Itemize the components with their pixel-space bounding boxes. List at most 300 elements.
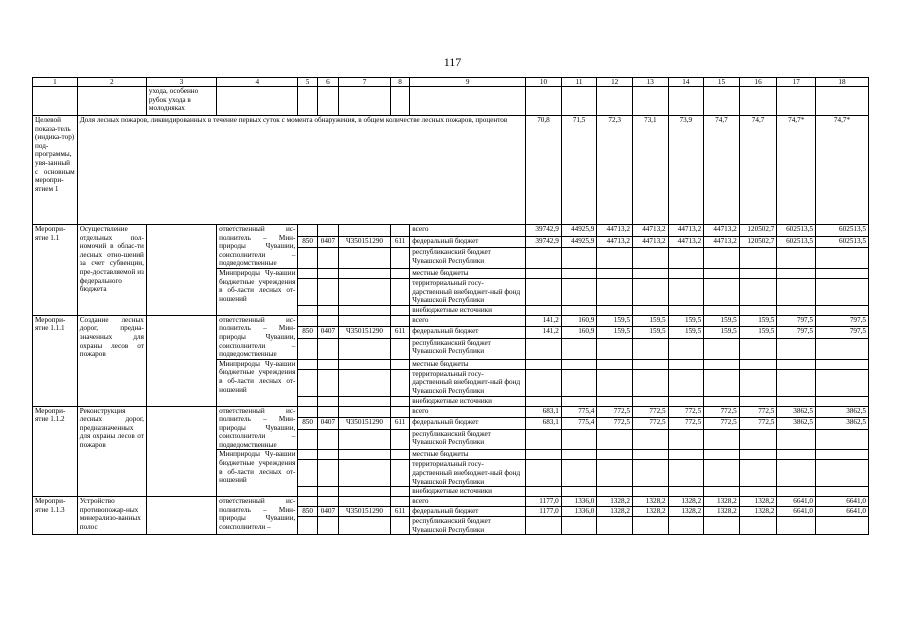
funding-value: 1328,2 bbox=[739, 497, 777, 507]
table-cell bbox=[390, 248, 409, 269]
table-cell bbox=[526, 305, 562, 315]
funding-value: 3862,5 bbox=[777, 418, 816, 430]
table-cell bbox=[298, 87, 317, 116]
table-cell bbox=[668, 450, 704, 460]
code-section: 0407 bbox=[317, 236, 338, 248]
table-cell bbox=[561, 87, 597, 116]
activity-name: Устройство противопожар-ных минерализо-ванных полос bbox=[77, 497, 146, 535]
table-cell bbox=[339, 487, 391, 497]
funding-value: 1177,0 bbox=[526, 497, 562, 507]
table-cell bbox=[777, 396, 816, 406]
table-cell bbox=[739, 450, 777, 460]
indicator-value: 72,3 bbox=[597, 116, 633, 225]
table-cell bbox=[739, 396, 777, 406]
column-header: 18 bbox=[816, 78, 869, 87]
table-cell bbox=[146, 406, 216, 497]
activity-name: Реконструкция лесных дорог, предназначенных для охраны лесов от пожаров bbox=[77, 406, 146, 497]
table-cell bbox=[632, 450, 668, 460]
funding-value: 44713,2 bbox=[597, 236, 633, 248]
table-cell bbox=[668, 487, 704, 497]
funding-value: 141,2 bbox=[526, 327, 562, 339]
funding-source: республиканский бюджет Чувашской Республики bbox=[410, 248, 526, 269]
funding-value: 602513,5 bbox=[816, 225, 869, 237]
indicator-value: 71,5 bbox=[561, 116, 597, 225]
funding-value: 44713,2 bbox=[632, 225, 668, 237]
table-cell bbox=[816, 87, 869, 116]
table-cell bbox=[739, 338, 777, 359]
funding-source: всего bbox=[410, 406, 526, 418]
funding-source: территориальный госу-дарственный внебюджет-ный фонд Чувашской Республики bbox=[410, 460, 526, 487]
funding-value: 602513,5 bbox=[777, 225, 816, 237]
table-cell bbox=[704, 305, 740, 315]
table-cell bbox=[704, 338, 740, 359]
funding-value: 1328,2 bbox=[704, 497, 740, 507]
funding-value: 120502,7 bbox=[739, 236, 777, 248]
table-cell bbox=[561, 369, 597, 396]
funding-value: 683,1 bbox=[526, 406, 562, 418]
table-cell bbox=[298, 396, 317, 406]
table-cell bbox=[632, 359, 668, 369]
table-cell bbox=[561, 268, 597, 278]
table-cell bbox=[816, 487, 869, 497]
funding-value: 6641,0 bbox=[816, 497, 869, 507]
table-cell bbox=[704, 248, 740, 269]
table-cell bbox=[632, 396, 668, 406]
table-cell bbox=[390, 487, 409, 497]
funding-value: 44713,2 bbox=[632, 236, 668, 248]
funding-value: 44713,2 bbox=[597, 225, 633, 237]
indicator-row bbox=[33, 116, 869, 225]
table-cell bbox=[298, 369, 317, 396]
column-header: 17 bbox=[777, 78, 816, 87]
indicator-label: Целевой показа-тель (индика-тор) под-программы, увя-занный с основным меропри-ятием 1 bbox=[33, 116, 78, 225]
table-cell bbox=[704, 369, 740, 396]
funding-source: всего bbox=[410, 315, 526, 327]
table-cell bbox=[632, 305, 668, 315]
table-cell bbox=[317, 315, 338, 327]
table-cell bbox=[390, 406, 409, 418]
activity-number: Меропри-ятие 1.1.1 bbox=[33, 315, 78, 406]
table-cell bbox=[704, 87, 740, 116]
column-header: 11 bbox=[561, 78, 597, 87]
table-cell bbox=[339, 396, 391, 406]
table-cell bbox=[298, 315, 317, 327]
program-table-sheet bbox=[32, 77, 869, 535]
funding-value: 775,4 bbox=[561, 418, 597, 430]
table-cell bbox=[668, 338, 704, 359]
table-cell bbox=[777, 338, 816, 359]
responsible-executor: ответственный ис-полнитель – Мин-природы Чувашии, соисполнители – подведомственные bbox=[217, 315, 298, 359]
table-cell bbox=[390, 338, 409, 359]
table-cell bbox=[561, 487, 597, 497]
table-cell bbox=[668, 248, 704, 269]
table-cell bbox=[390, 450, 409, 460]
table-cell bbox=[298, 225, 317, 237]
table-cell bbox=[298, 268, 317, 278]
table-cell bbox=[317, 450, 338, 460]
table-cell bbox=[561, 248, 597, 269]
funding-value: 602513,5 bbox=[816, 236, 869, 248]
table-cell bbox=[739, 87, 777, 116]
table-cell bbox=[298, 278, 317, 305]
page-number: 117 bbox=[443, 55, 462, 69]
table-cell bbox=[816, 359, 869, 369]
funding-source: республиканский бюджет Чувашской Республики bbox=[410, 338, 526, 359]
funding-value: 3862,5 bbox=[777, 406, 816, 418]
code-target-item: Ч350151290 bbox=[339, 327, 391, 339]
table-cell bbox=[317, 87, 338, 116]
column-header: 5 bbox=[298, 78, 317, 87]
table-cell bbox=[410, 87, 526, 116]
table-cell bbox=[632, 369, 668, 396]
table-cell bbox=[390, 396, 409, 406]
table-cell bbox=[390, 517, 409, 535]
table-cell bbox=[339, 338, 391, 359]
funding-value: 159,5 bbox=[739, 327, 777, 339]
table-cell bbox=[561, 460, 597, 487]
table-cell bbox=[777, 87, 816, 116]
table-cell bbox=[339, 248, 391, 269]
funding-source: федеральный бюджет bbox=[410, 327, 526, 339]
table-cell bbox=[298, 248, 317, 269]
table-cell bbox=[390, 305, 409, 315]
table-cell bbox=[704, 517, 740, 535]
table-cell bbox=[739, 487, 777, 497]
code-expense-type: 611 bbox=[390, 236, 409, 248]
code-grbs: 850 bbox=[298, 507, 317, 517]
table-cell bbox=[317, 268, 338, 278]
table-cell bbox=[704, 487, 740, 497]
funding-value: 683,1 bbox=[526, 418, 562, 430]
table-cell bbox=[668, 359, 704, 369]
table-cell bbox=[339, 359, 391, 369]
indicator-value: 74,7 bbox=[739, 116, 777, 225]
table-cell bbox=[339, 517, 391, 535]
code-target-item: Ч350151290 bbox=[339, 507, 391, 517]
table-cell bbox=[816, 396, 869, 406]
table-cell bbox=[668, 429, 704, 450]
table-cell bbox=[561, 429, 597, 450]
table-cell bbox=[298, 406, 317, 418]
activity-name: Создание лесных дорог, предна-значенных для охраны лесов от пожаров bbox=[77, 315, 146, 406]
table-cell bbox=[298, 450, 317, 460]
table-cell bbox=[339, 429, 391, 450]
table-cell bbox=[816, 450, 869, 460]
funding-value: 1336,0 bbox=[561, 507, 597, 517]
funding-value: 1328,2 bbox=[597, 507, 633, 517]
funding-source: внебюджетные источники bbox=[410, 305, 526, 315]
funding-source: всего bbox=[410, 225, 526, 237]
activity-row bbox=[33, 225, 869, 237]
table-cell bbox=[777, 305, 816, 315]
code-grbs: 850 bbox=[298, 236, 317, 248]
column-header: 3 bbox=[146, 78, 216, 87]
table-cell bbox=[317, 338, 338, 359]
funding-value: 159,5 bbox=[704, 327, 740, 339]
table-cell bbox=[298, 487, 317, 497]
funding-value: 159,5 bbox=[632, 315, 668, 327]
funding-value: 775,4 bbox=[561, 406, 597, 418]
table-cell bbox=[597, 460, 633, 487]
table-cell bbox=[526, 450, 562, 460]
column-header: 2 bbox=[77, 78, 146, 87]
table-cell bbox=[561, 450, 597, 460]
table-cell bbox=[597, 487, 633, 497]
table-cell bbox=[298, 305, 317, 315]
table-cell bbox=[146, 315, 216, 406]
funding-value: 602513,5 bbox=[777, 236, 816, 248]
table-cell bbox=[668, 369, 704, 396]
table-cell bbox=[632, 487, 668, 497]
table-cell bbox=[526, 460, 562, 487]
table-cell bbox=[526, 338, 562, 359]
table-cell bbox=[777, 278, 816, 305]
table-cell bbox=[777, 369, 816, 396]
code-grbs: 850 bbox=[298, 327, 317, 339]
funding-value: 772,5 bbox=[668, 406, 704, 418]
funding-value: 44925,9 bbox=[561, 225, 597, 237]
table-cell bbox=[561, 517, 597, 535]
responsible-institutions: Минприроды Чу-вашии бюджетные учреждения в об-ласти лесных от-ношений bbox=[217, 450, 298, 497]
funding-value: 6641,0 bbox=[777, 497, 816, 507]
table-cell bbox=[317, 460, 338, 487]
table-cell bbox=[526, 248, 562, 269]
table-cell bbox=[777, 460, 816, 487]
funding-value: 44713,2 bbox=[668, 225, 704, 237]
indicator-text: Доля лесных пожаров, ликвидированных в течение первых суток с момента обнаружения, в общем количестве лесных пожаров, процентов bbox=[77, 116, 525, 225]
table-cell bbox=[317, 396, 338, 406]
table-cell bbox=[339, 460, 391, 487]
table-cell bbox=[777, 429, 816, 450]
table-cell bbox=[298, 359, 317, 369]
table-cell bbox=[298, 338, 317, 359]
table-cell bbox=[597, 248, 633, 269]
table-cell bbox=[597, 278, 633, 305]
table-cell bbox=[561, 338, 597, 359]
funding-source: местные бюджеты bbox=[410, 450, 526, 460]
table-cell bbox=[632, 429, 668, 450]
table-cell bbox=[597, 429, 633, 450]
table-cell bbox=[339, 450, 391, 460]
table-cell bbox=[816, 305, 869, 315]
table-cell bbox=[561, 278, 597, 305]
column-header: 10 bbox=[526, 78, 562, 87]
table-cell bbox=[317, 369, 338, 396]
code-grbs: 850 bbox=[298, 418, 317, 430]
table-cell bbox=[597, 450, 633, 460]
table-cell bbox=[704, 268, 740, 278]
table-cell bbox=[339, 406, 391, 418]
funding-value: 1328,2 bbox=[597, 497, 633, 507]
column-header: 4 bbox=[217, 78, 298, 87]
funding-value: 159,5 bbox=[632, 327, 668, 339]
table-cell bbox=[777, 450, 816, 460]
funding-value: 772,5 bbox=[704, 406, 740, 418]
table-cell bbox=[339, 305, 391, 315]
funding-value: 159,5 bbox=[704, 315, 740, 327]
activity-name: Осуществление отдельных пол-номочий в облас-ти лесных отно-шений за счет субвенции, пре-доставляемой из федерального бюджета bbox=[77, 225, 146, 316]
table-cell bbox=[739, 305, 777, 315]
table-cell bbox=[146, 497, 216, 535]
table-cell bbox=[816, 517, 869, 535]
continuation-row bbox=[33, 87, 869, 116]
funding-value: 772,5 bbox=[668, 418, 704, 430]
table-cell bbox=[597, 396, 633, 406]
funding-value: 772,5 bbox=[597, 418, 633, 430]
table-cell bbox=[704, 429, 740, 450]
code-target-item: Ч350151290 bbox=[339, 418, 391, 430]
table-cell bbox=[597, 87, 633, 116]
table-cell bbox=[816, 278, 869, 305]
table-cell bbox=[704, 460, 740, 487]
table-cell bbox=[597, 517, 633, 535]
funding-source: территориальный госу-дарственный внебюджет-ный фонд Чувашской Республики bbox=[410, 369, 526, 396]
table-cell bbox=[668, 517, 704, 535]
column-header: 6 bbox=[317, 78, 338, 87]
table-cell bbox=[526, 268, 562, 278]
table-cell bbox=[816, 338, 869, 359]
table-cell bbox=[632, 87, 668, 116]
funding-value: 120502,7 bbox=[739, 225, 777, 237]
table-cell bbox=[217, 87, 298, 116]
column-header: 12 bbox=[597, 78, 633, 87]
table-cell bbox=[317, 497, 338, 507]
code-target-item: Ч350151290 bbox=[339, 236, 391, 248]
table-cell bbox=[526, 87, 562, 116]
table-cell bbox=[317, 225, 338, 237]
funding-value: 1177,0 bbox=[526, 507, 562, 517]
table-cell bbox=[739, 359, 777, 369]
indicator-value: 73,1 bbox=[632, 116, 668, 225]
activity-row bbox=[33, 497, 869, 507]
funding-value: 39742,9 bbox=[526, 225, 562, 237]
activity-number: Меропри-ятие 1.1 bbox=[33, 225, 78, 316]
funding-value: 772,5 bbox=[632, 406, 668, 418]
continued-activity-text: ухода, особенно рубок ухода в молодняках bbox=[146, 87, 216, 116]
table-cell bbox=[339, 268, 391, 278]
table-cell bbox=[339, 87, 391, 116]
responsible-institutions: Минприроды Чу-вашии бюджетные учреждения в об-ласти лесных от-ношений bbox=[217, 268, 298, 315]
table-cell bbox=[704, 396, 740, 406]
table-cell bbox=[298, 497, 317, 507]
funding-value: 6641,0 bbox=[777, 507, 816, 517]
table-cell bbox=[777, 487, 816, 497]
indicator-value: 74,7 bbox=[704, 116, 740, 225]
table-cell bbox=[668, 268, 704, 278]
funding-value: 772,5 bbox=[632, 418, 668, 430]
table-cell bbox=[704, 278, 740, 305]
table-cell bbox=[597, 268, 633, 278]
funding-value: 3862,5 bbox=[816, 406, 869, 418]
funding-value: 797,5 bbox=[816, 315, 869, 327]
funding-value: 1328,2 bbox=[704, 507, 740, 517]
table-cell bbox=[390, 278, 409, 305]
indicator-value: 74,7* bbox=[777, 116, 816, 225]
code-expense-type: 611 bbox=[390, 327, 409, 339]
table-cell bbox=[668, 305, 704, 315]
funding-value: 6641,0 bbox=[816, 507, 869, 517]
column-header: 15 bbox=[704, 78, 740, 87]
activity-number: Меропри-ятие 1.1.3 bbox=[33, 497, 78, 535]
table-cell bbox=[739, 460, 777, 487]
responsible-executor: ответственный ис-полнитель – Мин-природы Чувашии, соисполнители – подведомственные bbox=[217, 225, 298, 269]
table-cell bbox=[777, 517, 816, 535]
table-cell bbox=[597, 369, 633, 396]
table-cell bbox=[632, 278, 668, 305]
funding-value: 44713,2 bbox=[704, 225, 740, 237]
funding-value: 1336,0 bbox=[561, 497, 597, 507]
table-cell bbox=[597, 338, 633, 359]
table-cell bbox=[816, 248, 869, 269]
table-cell bbox=[704, 359, 740, 369]
table-cell bbox=[739, 248, 777, 269]
indicator-value: 74,7* bbox=[816, 116, 869, 225]
funding-value: 141,2 bbox=[526, 315, 562, 327]
table-cell bbox=[390, 225, 409, 237]
funding-value: 159,5 bbox=[668, 327, 704, 339]
funding-source: республиканский бюджет Чувашской Республики bbox=[410, 517, 526, 535]
column-header: 16 bbox=[739, 78, 777, 87]
table-cell bbox=[526, 278, 562, 305]
table-cell bbox=[77, 87, 146, 116]
table-cell bbox=[739, 517, 777, 535]
table-cell bbox=[739, 369, 777, 396]
table-cell bbox=[632, 338, 668, 359]
table-cell bbox=[339, 497, 391, 507]
code-section: 0407 bbox=[317, 418, 338, 430]
funding-value: 1328,2 bbox=[668, 497, 704, 507]
table-cell bbox=[561, 305, 597, 315]
funding-value: 797,5 bbox=[777, 315, 816, 327]
table-cell bbox=[526, 487, 562, 497]
table-cell bbox=[298, 460, 317, 487]
table-cell bbox=[816, 369, 869, 396]
funding-value: 772,5 bbox=[739, 418, 777, 430]
code-section: 0407 bbox=[317, 507, 338, 517]
table-cell bbox=[632, 248, 668, 269]
funding-value: 159,5 bbox=[597, 327, 633, 339]
funding-value: 39742,9 bbox=[526, 236, 562, 248]
funding-source: внебюджетные источники bbox=[410, 396, 526, 406]
table-cell bbox=[526, 369, 562, 396]
funding-source: территориальный госу-дарственный внебюджет-ный фонд Чувашской Республики bbox=[410, 278, 526, 305]
responsible-institutions: Минприроды Чу-вашии бюджетные учреждения в об-ласти лесных от-ношений bbox=[217, 359, 298, 406]
table-cell bbox=[816, 268, 869, 278]
funding-value: 1328,2 bbox=[632, 497, 668, 507]
table-cell bbox=[668, 278, 704, 305]
funding-value: 160,9 bbox=[561, 315, 597, 327]
table-cell bbox=[317, 429, 338, 450]
funding-source: местные бюджеты bbox=[410, 359, 526, 369]
table-cell bbox=[668, 396, 704, 406]
table-cell bbox=[390, 497, 409, 507]
table-cell bbox=[339, 225, 391, 237]
funding-source: всего bbox=[410, 497, 526, 507]
table-cell bbox=[739, 429, 777, 450]
table-cell bbox=[390, 429, 409, 450]
funding-value: 44713,2 bbox=[668, 236, 704, 248]
table-cell bbox=[526, 396, 562, 406]
table-cell bbox=[298, 429, 317, 450]
table-cell bbox=[777, 268, 816, 278]
table-cell bbox=[777, 359, 816, 369]
table-cell bbox=[597, 359, 633, 369]
table-cell bbox=[777, 248, 816, 269]
funding-source: федеральный бюджет bbox=[410, 507, 526, 517]
activity-row bbox=[33, 406, 869, 418]
column-header: 14 bbox=[668, 78, 704, 87]
table-cell bbox=[390, 460, 409, 487]
